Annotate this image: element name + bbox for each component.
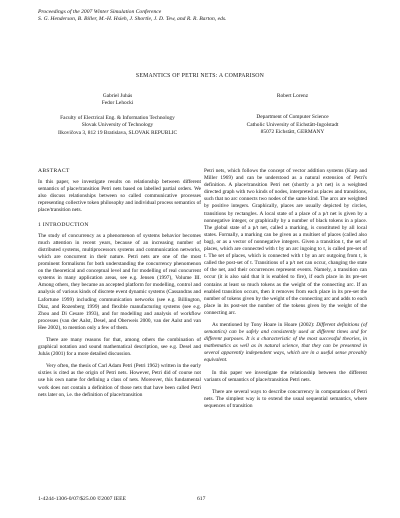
affiliation-line: 85072 Eichstätt, GERMANY — [260, 129, 325, 136]
intro-paragraph: Very often, the thesis of Carl Adam Petri (Petri 1962) written in the early sixties is cited as the origin of Petri nets. However, Petri did of course not use his own name for defining a class of nets. Moreover, this fundamental work does not contain a definition of those nets that have been called Petri nets later on, i.e. the definition of place/transition — [38, 363, 201, 398]
authors-left-block — [40, 93, 195, 137]
author-name: Gabriel Juhás — [102, 93, 133, 99]
affiliation-line: Faculty of Electrical Eng. & Information Technology — [60, 114, 175, 121]
intro-paragraph: The study of concurrency as a phenomenon of systems behavior becomes much attention in recent years, because of an increasing number of distributed systems, multiprocessors systems and communication networks, which are concurrent in their nature. Petri nets are one of the most prominent formalisms for both understanding the concurrency phenomenon on the theoretical and conceptual level and for modelling of real concurrent systems in many application areas, see e.g. Jensen (1997), Volume III. Among others, they became an accepted platform for modelling, control and analysis of various kinds of discrete event dynamic systems (Cassandras and Lafortune 1999) including communication networks (see e.g. Billington, Diaz, and Rozenberg 1999) and flexible manufacturing systems (see e.g. Zhou and Di Cesare 1993), and for modelling and analysis of workflow processes (van der Aalst, Desel, and Oberweis 2000, van der Aalst and van Hee 2002), to mention only a few of them. — [38, 232, 201, 331]
proceedings-header — [38, 9, 368, 23]
quote-lead: As mentioned by Tony Hoare in Hoare (2002): — [212, 321, 317, 328]
paper-title: SEMANTICS OF PETRI NETS: A COMPARISON — [135, 73, 265, 79]
hoare-quote: Different definitions (of semantics) can be safely and consistently used at different times and for different purposes. It is a characteristic of the most successful theories, in mathematics as well as in natural science, that they can be presented in several apparently independent ways, which are in a useful sense provably equivalent. — [204, 321, 368, 364]
intro-paragraph: There are many reasons for that, among others the combination of graphical notation and sound mathematical description, see e.g. Desel and Juhás (2001) for a more detailed discussion. — [38, 336, 201, 358]
affiliation-line: Department of Computer Science — [256, 114, 329, 121]
abstract-text: In this paper, we investigate results on relationship between different semantics of place/transition Petri nets based on labelled partial orders. We also discuss relationships between so called communicative processes representing collective token philosophy and individual process semantics of place/transition nets. — [38, 179, 201, 214]
abstract-heading: ABSTRACT — [38, 168, 70, 174]
hoare-quote-paragraph — [204, 322, 367, 365]
body-paragraph: In this paper we investigate the relationship between the different variants of semantics of place/transition Petri nets. — [204, 369, 367, 383]
isbn-footer: 1-4244-1306-0/07/$25.00 ©2007 IEEE — [38, 496, 126, 502]
affiliation-line: Ilkovičova 3, 812 19 Bratislava, SLOVAK REPUBLIC — [57, 129, 178, 136]
page-number: 617 — [197, 496, 206, 502]
header-line-1: Proceedings of the 2007 Winter Simulation Conference — [38, 9, 162, 15]
left-column — [38, 168, 201, 404]
author-name: Robert Lorenz — [276, 93, 309, 99]
body-paragraph: There are several ways to describe concurrency in computations of Petri nets. The simplest way is to extend the usual sequential semantics, where sequences of transition — [204, 388, 367, 409]
section-heading-introduction: 1 INTRODUCTION — [38, 221, 89, 228]
affiliation-line: Catholic University of Eichstätt-Ingolstadt — [246, 121, 339, 128]
author-name: Fedor Lehocki — [101, 100, 134, 107]
right-column — [204, 168, 367, 415]
authors-right-block — [215, 93, 370, 137]
body-paragraph: Petri nets, which follows the concept of vector addition systems (Karp and Miller 1969) and can be understood as a natural extension of Petri's definition. A place/transition Petri net (shortly a p/t net) is a weighted directed graph with two kinds of nodes, interpreted as places and transitions, such that no arc connects two nodes of the same kind. The arcs are weighted by positive integers. Graphically, places are usually depicted by circles, transitions by rectangles. A local state of a place of a p/t net is given by a nonnegative integer, or graphically by a number of black tokens in a place. The global state of a p/t net, called a marking, is constituted by all local states. Formally, a marking can be given as a multiset of places (called also bag), or as a vector of nonnegative integers. Given a transition t, the set of places, which are connected with t by an arc ingoing to t, is called pre-set of t. The set of places, which is connected with t by an arc outgoing from t, is called the post-set of t. Transitions of a p/t net can occur, changing the state of the net, and their occurrences represent events. Namely, a transition can occur (it is also said that it is enabled to fire), if each place in its pre-set contains at least so much tokens as the weight of the connecting arc. If an enabled transition occurs, then it removes from each place in its pre-set the number of tokens given by the weight of the connecting arc and adds to each place in its post-set the number of the tokens given by the weight of the connecting arc. — [204, 168, 367, 316]
header-line-2: S. G. Henderson, B. Biller, M.-H. Hsieh, J. Shortle, J. D. Tew, and R. R. Barton, eds. — [38, 16, 227, 22]
affiliation-line: Slovak University of Technology — [81, 122, 154, 129]
